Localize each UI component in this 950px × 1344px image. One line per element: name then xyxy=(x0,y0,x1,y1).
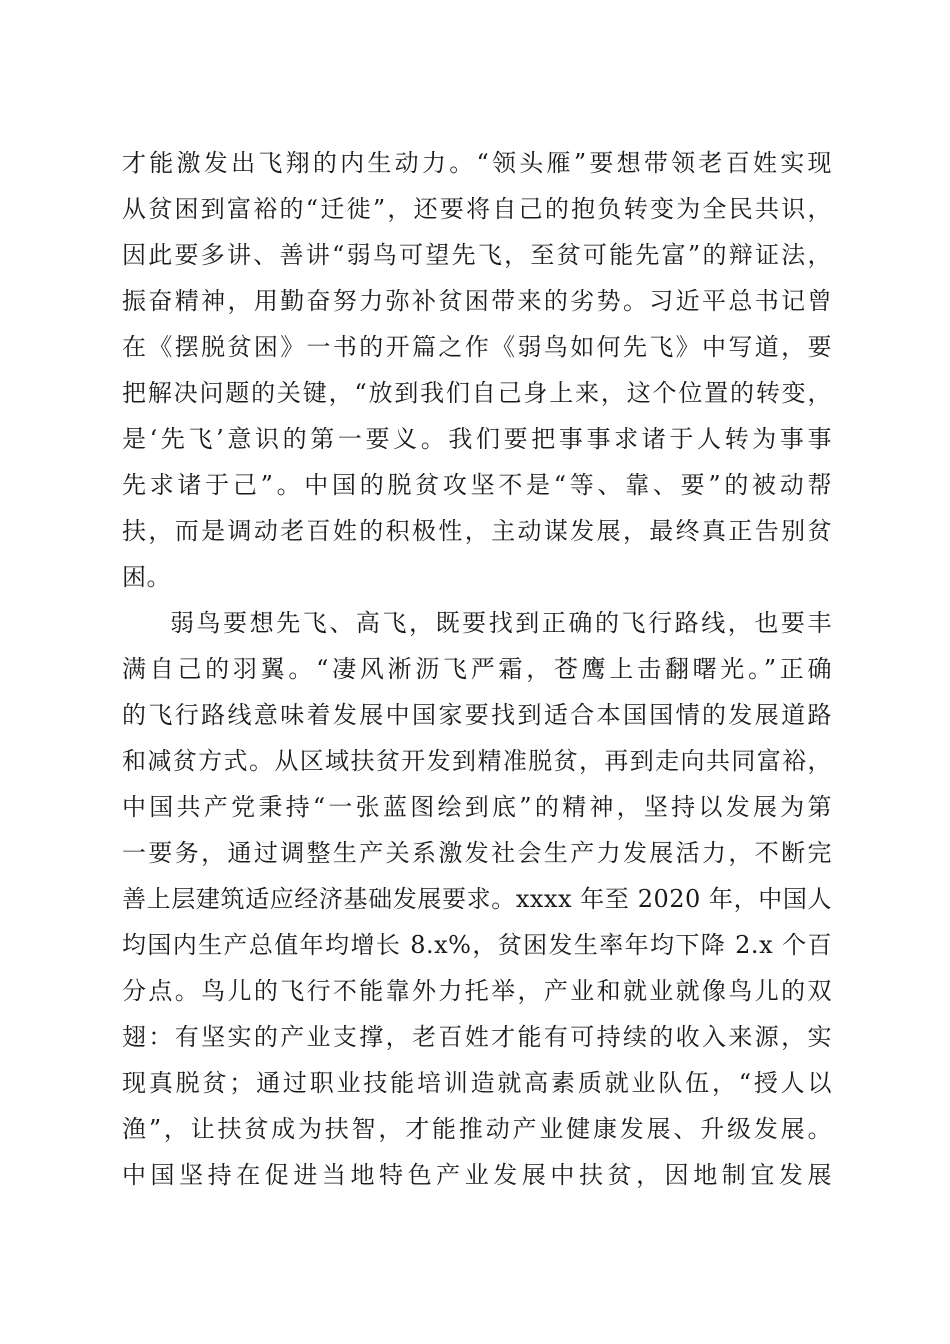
body-text xyxy=(122,140,832,1198)
paragraph-2-line-7: 善上层建筑适应经济基础发展要求。xxxx 年至 2020 年，中国人 xyxy=(122,885,832,913)
paragraph-1-line-5: 在《摆脱贫困》一书的开篇之作《弱鸟如何先飞》中写道，要 xyxy=(122,333,832,361)
paragraph-2-line-13: 中国坚持在促进当地特色产业发展中扶贫，因地制宜发展 xyxy=(122,1161,832,1189)
paragraph-1-line-10: 困。 xyxy=(122,563,171,591)
paragraph-2-line-4: 和减贫方式。从区域扶贫开发到精准脱贫，再到走向共同富裕， xyxy=(122,747,832,775)
paragraph-2-line-3: 的飞行路线意味着发展中国家要找到适合本国国情的发展道路 xyxy=(122,701,832,729)
paragraph-2-line-9: 分点。鸟儿的飞行不能靠外力托举，产业和就业就像鸟儿的双 xyxy=(122,977,832,1005)
paragraph-1-line-1: 才能激发出飞翔的内生动力。“领头雁”要想带领老百姓实现 xyxy=(122,149,832,177)
paragraph-2-line-10: 翅：有坚实的产业支撑，老百姓才能有可持续的收入来源，实 xyxy=(122,1023,832,1051)
paragraph-2-line-5: 中国共产党秉持“一张蓝图绘到底”的精神，坚持以发展为第 xyxy=(122,793,832,821)
paragraph-1-line-7: 是‘先飞’意识的第一要义。我们要把事事求诸于人转为事事 xyxy=(122,425,832,453)
paragraph-1-line-9: 扶，而是调动老百姓的积极性，主动谋发展，最终真正告别贫 xyxy=(122,517,832,545)
paragraph-1-line-8: 先求诸于己”。中国的脱贫攻坚不是“等、靠、要”的被动帮 xyxy=(122,471,832,499)
paragraph-1-line-3: 因此要多讲、善讲“弱鸟可望先飞，至贫可能先富”的辩证法， xyxy=(122,241,832,269)
paragraph-2-line-2: 满自己的羽翼。“凄风淅沥飞严霜，苍鹰上击翻曙光。”正确 xyxy=(122,655,832,683)
paragraph-2-line-6: 一要务，通过调整生产关系激发社会生产力发展活力，不断完 xyxy=(122,839,832,867)
paragraph-2-line-8: 均国内生产总值年均增长 8.x%，贫困发生率年均下降 2.x 个百 xyxy=(122,931,832,959)
paragraph-2-line-1: 弱鸟要想先飞、高飞，既要找到正确的飞行路线，也要丰 xyxy=(170,609,832,637)
paragraph-1-line-4: 振奋精神，用勤奋努力弥补贫困带来的劣势。习近平总书记曾 xyxy=(122,287,832,315)
paragraph-1-line-2: 从贫困到富裕的“迁徙”，还要将自己的抱负转变为全民共识， xyxy=(122,195,832,223)
paragraph-2-line-11: 现真脱贫；通过职业技能培训造就高素质就业队伍，“授人以 xyxy=(122,1069,832,1097)
paragraph-2-line-12: 渔”，让扶贫成为扶智，才能推动产业健康发展、升级发展。 xyxy=(122,1115,832,1143)
paragraph-1-line-6: 把解决问题的关键，“放到我们自己身上来，这个位置的转变， xyxy=(122,379,832,407)
